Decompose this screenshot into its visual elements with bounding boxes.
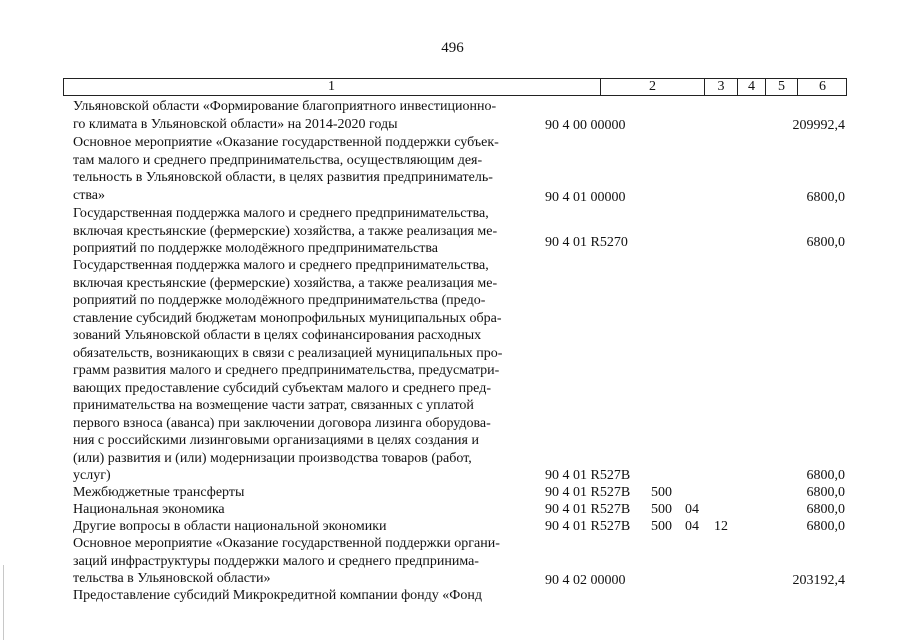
description-line: включая крестьянские (фермерские) хозяйства, а также реализация ме-: [73, 275, 498, 291]
description-line: ставление субсидий бюджетам монопрофильных муниципальных обра-: [73, 310, 502, 326]
description-line: Предоставление субсидий Микрокредитной компании фонду «Фонд: [73, 588, 482, 603]
description-line: первого взноса (аванса) при заключении договора лизинга оборудова-: [73, 415, 491, 431]
col3-value: 500: [651, 485, 672, 500]
description-line: грамм развития малого и среднего предпринимательства, предусматри-: [73, 363, 500, 378]
description-line: Межбюджетные трансферты: [73, 485, 245, 500]
description-line: принимательства на возмещение части затрат, связанных с уплатой: [73, 398, 474, 413]
description-line: заций инфраструктуры поддержки малого и среднего предпринима-: [73, 553, 479, 569]
budget-code: 90 4 01 00000: [545, 189, 626, 205]
description-line: вающих предоставление субсидий субъектам малого и среднего пред-: [73, 380, 491, 396]
budget-code: 90 4 01 R527B: [545, 519, 631, 534]
description-line: (или) развития и (или) модернизации производства товаров (работ,: [73, 450, 472, 466]
budget-code: 90 4 01 R527B: [545, 485, 631, 500]
row-description: [73, 587, 539, 605]
row-description: [73, 257, 539, 485]
col4-value: 04: [685, 519, 699, 534]
amount-value: 209992,4: [792, 117, 845, 133]
header-col-5: 5: [765, 79, 797, 95]
budget-code: 90 4 02 00000: [545, 573, 626, 588]
amount-value: 6800,0: [806, 189, 845, 205]
description-line: Основное мероприятие «Оказание государственной поддержки органи-: [73, 536, 500, 551]
description-line: услуг): [73, 468, 111, 483]
header-col-6: 6: [797, 79, 847, 95]
amount-value: 6800,0: [806, 235, 845, 250]
budget-code: 90 4 01 R527B: [545, 468, 631, 483]
description-line: ния с российскими лизинговыми организациями в целях создания и: [73, 433, 479, 448]
description-line: ства»: [73, 187, 105, 203]
col3-value: 500: [651, 519, 672, 534]
row-description: [73, 484, 539, 502]
col5-value: 12: [714, 519, 728, 534]
page-number: 496: [441, 40, 464, 56]
amount-value: 6800,0: [806, 485, 845, 500]
row-description: [73, 134, 539, 204]
description-line: тельность в Ульяновской области, в целях развития предприниматель-: [73, 170, 493, 185]
description-line: Ульяновской области «Формирование благоприятного инвестиционно-: [73, 99, 497, 114]
description-line: включая крестьянские (фермерские) хозяйства, а также реализация ме-: [73, 223, 498, 239]
row-description: [73, 501, 539, 519]
budget-code: 90 4 01 R527B: [545, 502, 631, 517]
row-description: [73, 205, 539, 258]
description-line: зований Ульяновской области в целях софинансирования расходных: [73, 328, 482, 343]
description-line: роприятий по поддержке молодёжного предпринимательства (предо-: [73, 293, 486, 308]
description-line: Государственная поддержка малого и среднего предпринимательства,: [73, 258, 489, 273]
amount-value: 203192,4: [792, 573, 845, 588]
row-description: [73, 535, 539, 588]
row-description: [73, 518, 539, 536]
description-line: обязательств, возникающих в связи с реализацией муниципальных про-: [73, 345, 503, 361]
col4-value: 04: [685, 502, 699, 517]
header-col-2: 2: [600, 79, 704, 95]
description-line: Государственная поддержка малого и среднего предпринимательства,: [73, 206, 489, 221]
header-col-4: 4: [737, 79, 765, 95]
description-line: Другие вопросы в области национальной экономики: [73, 519, 387, 534]
description-line: го климата в Ульяновской области» на 2014-2020 годы: [73, 116, 398, 132]
header-col-1: 1: [328, 79, 335, 94]
amount-value: 6800,0: [806, 519, 845, 534]
description-line: Национальная экономика: [73, 502, 225, 517]
col3-value: 500: [651, 502, 672, 517]
budget-code: 90 4 00 00000: [545, 117, 626, 133]
description-line: тельства в Ульяновской области»: [73, 571, 271, 586]
amount-value: 6800,0: [806, 502, 845, 517]
table-header: [63, 78, 847, 96]
row-description: [73, 98, 539, 133]
header-col-3: 3: [704, 79, 737, 95]
budget-code: 90 4 01 R5270: [545, 235, 628, 250]
description-line: роприятий по поддержке молодёжного предпринимательства: [73, 241, 438, 256]
scan-margin-line: [3, 565, 4, 640]
description-line: Основное мероприятие «Оказание государственной поддержки субъек-: [73, 135, 499, 150]
description-line: там малого и среднего предпринимательства, осуществляющим дея-: [73, 152, 483, 168]
amount-value: 6800,0: [806, 468, 845, 483]
